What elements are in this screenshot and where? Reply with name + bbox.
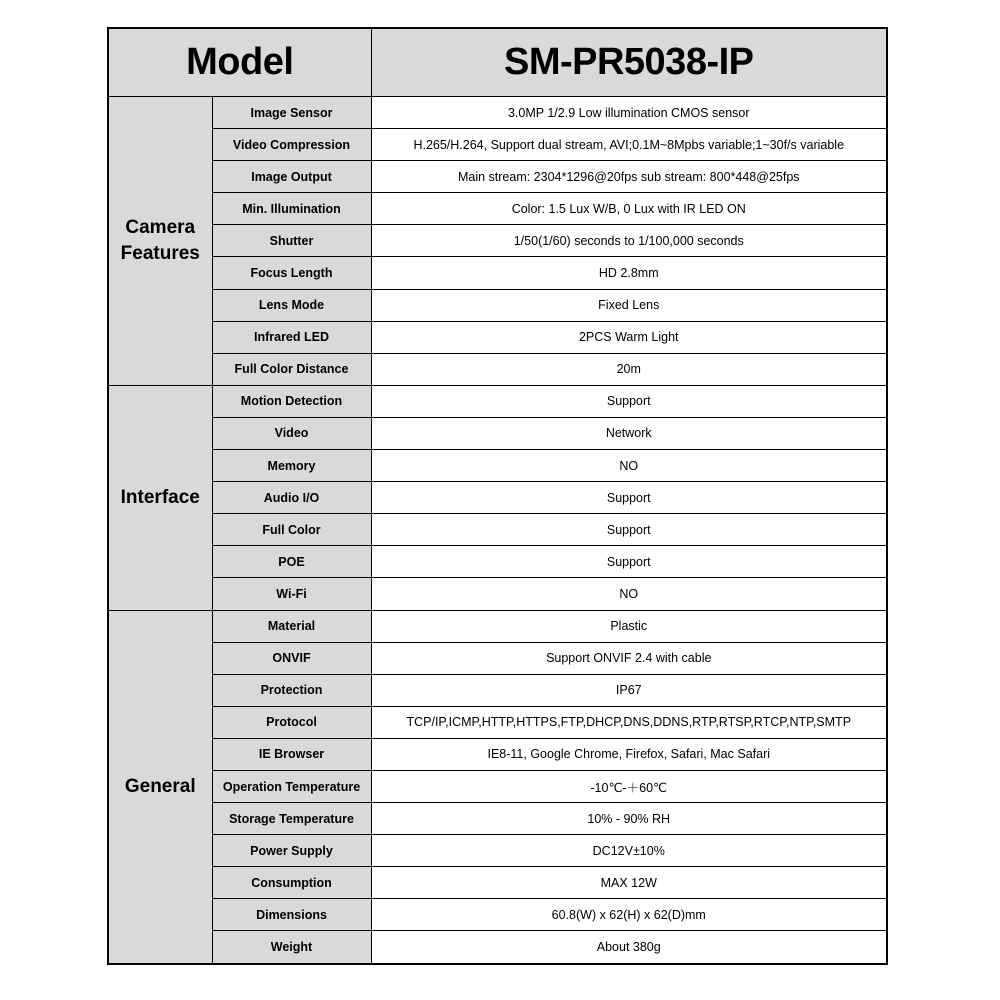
spec-value: NO <box>371 578 887 610</box>
spec-row <box>108 899 887 931</box>
spec-row <box>108 161 887 193</box>
spec-label: Dimensions <box>212 899 371 931</box>
spec-row <box>108 610 887 642</box>
spec-row <box>108 193 887 225</box>
spec-label: Video <box>212 417 371 449</box>
spec-label: Infrared LED <box>212 321 371 353</box>
spec-row <box>108 835 887 867</box>
spec-value: Support <box>371 546 887 578</box>
spec-row <box>108 578 887 610</box>
spec-value: Support <box>371 482 887 514</box>
spec-row <box>108 225 887 257</box>
spec-label: Power Supply <box>212 835 371 867</box>
spec-label: Full Color <box>212 514 371 546</box>
spec-value: IE8-11, Google Chrome, Firefox, Safari, Mac Safari <box>371 738 887 770</box>
spec-label: Weight <box>212 931 371 964</box>
spec-row <box>108 417 887 449</box>
spec-value: DC12V±10% <box>371 835 887 867</box>
spec-label: Protection <box>212 674 371 706</box>
spec-row <box>108 97 887 129</box>
spec-value: Fixed Lens <box>371 289 887 321</box>
spec-value: 3.0MP 1/2.9 Low illumination CMOS sensor <box>371 97 887 129</box>
group-label: Camera Features <box>108 97 212 386</box>
spec-value: -10℃-＋60℃ <box>371 770 887 802</box>
spec-value: 60.8(W) x 62(H) x 62(D)mm <box>371 899 887 931</box>
spec-row <box>108 642 887 674</box>
spec-label: Protocol <box>212 706 371 738</box>
spec-label: Min. Illumination <box>212 193 371 225</box>
model-value: SM-PR5038-IP <box>371 28 887 97</box>
spec-label: Storage Temperature <box>212 803 371 835</box>
model-label: Model <box>108 28 371 97</box>
spec-row <box>108 482 887 514</box>
spec-label: Shutter <box>212 225 371 257</box>
spec-row <box>108 546 887 578</box>
spec-label: Lens Mode <box>212 289 371 321</box>
spec-row <box>108 674 887 706</box>
spec-value: 1/50(1/60) seconds to 1/100,000 seconds <box>371 225 887 257</box>
spec-row <box>108 321 887 353</box>
spec-row <box>108 450 887 482</box>
spec-label: IE Browser <box>212 738 371 770</box>
spec-value: Support <box>371 514 887 546</box>
spec-row <box>108 514 887 546</box>
spec-value: H.265/H.264, Support dual stream, AVI;0.1M~8Mpbs variable;1~30f/s variable <box>371 129 887 161</box>
spec-label: Full Color Distance <box>212 353 371 385</box>
spec-value: NO <box>371 450 887 482</box>
spec-label: POE <box>212 546 371 578</box>
header-row <box>108 28 887 97</box>
spec-value: 20m <box>371 353 887 385</box>
spec-label: Motion Detection <box>212 385 371 417</box>
spec-value: About 380g <box>371 931 887 964</box>
spec-row <box>108 706 887 738</box>
spec-value: Main stream: 2304*1296@20fps sub stream: 800*448@25fps <box>371 161 887 193</box>
spec-value: IP67 <box>371 674 887 706</box>
spec-label: Image Sensor <box>212 97 371 129</box>
spec-label: Material <box>212 610 371 642</box>
spec-value: Support ONVIF 2.4 with cable <box>371 642 887 674</box>
spec-row <box>108 738 887 770</box>
spec-row <box>108 257 887 289</box>
spec-label: Audio I/O <box>212 482 371 514</box>
spec-row <box>108 385 887 417</box>
spec-row <box>108 353 887 385</box>
spec-row <box>108 770 887 802</box>
spec-row <box>108 931 887 964</box>
group-label: Interface <box>108 385 212 610</box>
spec-label: Consumption <box>212 867 371 899</box>
spec-value: Plastic <box>371 610 887 642</box>
spec-row <box>108 289 887 321</box>
spec-value: Color: 1.5 Lux W/B, 0 Lux with IR LED ON <box>371 193 887 225</box>
spec-label: ONVIF <box>212 642 371 674</box>
spec-row <box>108 129 887 161</box>
spec-value: MAX 12W <box>371 867 887 899</box>
group-label: General <box>108 610 212 964</box>
spec-label: Operation Temperature <box>212 770 371 802</box>
spec-label: Wi-Fi <box>212 578 371 610</box>
spec-value: 2PCS Warm Light <box>371 321 887 353</box>
spec-label: Memory <box>212 450 371 482</box>
spec-row <box>108 867 887 899</box>
spec-value: 10% - 90% RH <box>371 803 887 835</box>
spec-value: Support <box>371 385 887 417</box>
spec-row <box>108 803 887 835</box>
spec-value: HD 2.8mm <box>371 257 887 289</box>
spec-label: Video Compression <box>212 129 371 161</box>
spec-label: Focus Length <box>212 257 371 289</box>
spec-value: Network <box>371 417 887 449</box>
spec-table <box>107 27 888 965</box>
spec-label: Image Output <box>212 161 371 193</box>
spec-value: TCP/IP,ICMP,HTTP,HTTPS,FTP,DHCP,DNS,DDNS,RTP,RTSP,RTCP,NTP,SMTP <box>371 706 887 738</box>
